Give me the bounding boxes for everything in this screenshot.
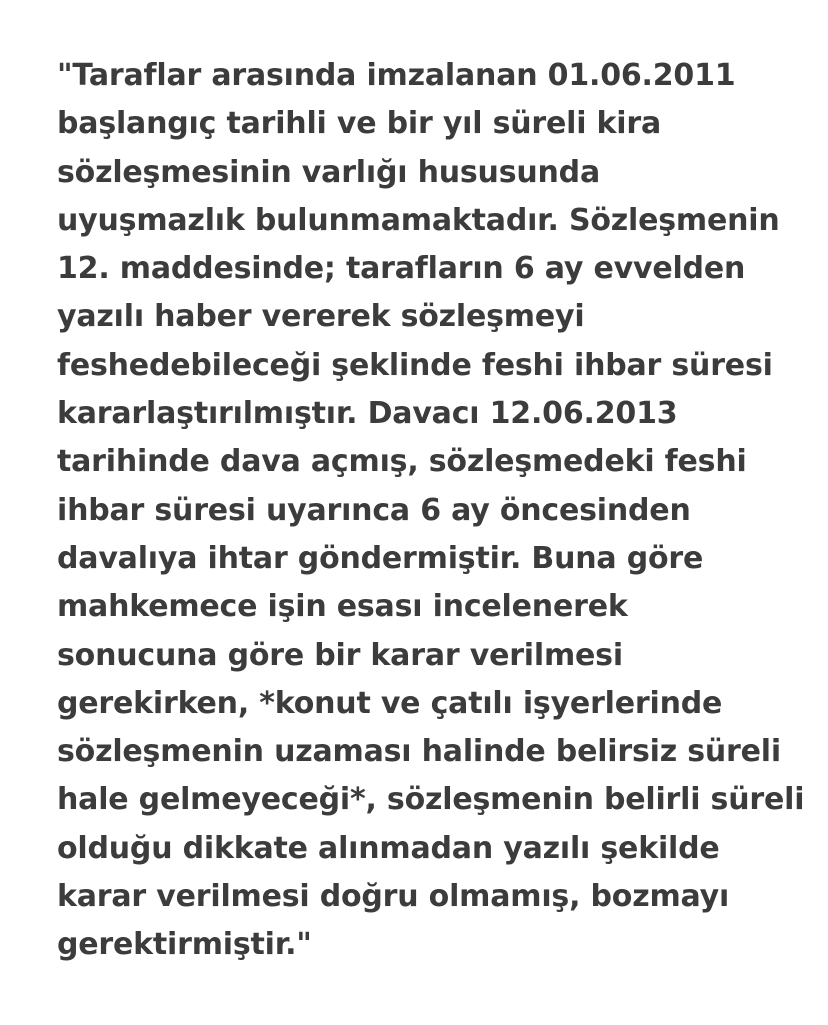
text-line: kararlaştırılmıştır. Davacı 12.06.2013 [57, 396, 678, 432]
text-line: olduğu dikkate alınmadan yazılı şekilde [57, 830, 720, 866]
text-line: 12. maddesinde; tarafların 6 ay evvelden [57, 251, 746, 287]
text-line: başlangıç tarihli ve bir yıl süreli kira [57, 106, 662, 142]
text-line: ihbar süresi uyarınca 6 ay öncesinden [57, 492, 691, 528]
text-line: hale gelmeyeceği*, sözleşmenin belirli süreli [57, 782, 805, 818]
text-line: sözleşmenin uzaması halinde belirsiz süreli [57, 734, 781, 770]
text-line: tarihinde dava açmış, sözleşmedeki feshi [57, 444, 747, 480]
text-line: sözleşmesinin varlığı hususunda [57, 154, 600, 190]
text-line: uyuşmazlık bulunmamaktadır. Sözleşmenin [57, 202, 780, 238]
text-line: sonucuna göre bir karar verilmesi [57, 637, 623, 673]
text-line: yazılı haber vererek sözleşmeyi [57, 299, 585, 335]
text-line: feshedebileceği şeklinde feshi ihbar süresi [57, 347, 773, 383]
text-line: gerekirken, *konut ve çatılı işyerlerinde [57, 685, 723, 721]
quoted-court-text [57, 52, 805, 970]
text-line: davalıya ihtar göndermiştir. Buna göre [57, 540, 704, 576]
text-line: "Taraflar arasında imzalanan 01.06.2011 [57, 58, 736, 93]
text-line: karar verilmesi doğru olmamış, bozmayı [57, 879, 730, 915]
text-line: mahkemece işin esası incelenerek [57, 589, 628, 625]
text-line: gerektirmiştir." [57, 927, 312, 963]
